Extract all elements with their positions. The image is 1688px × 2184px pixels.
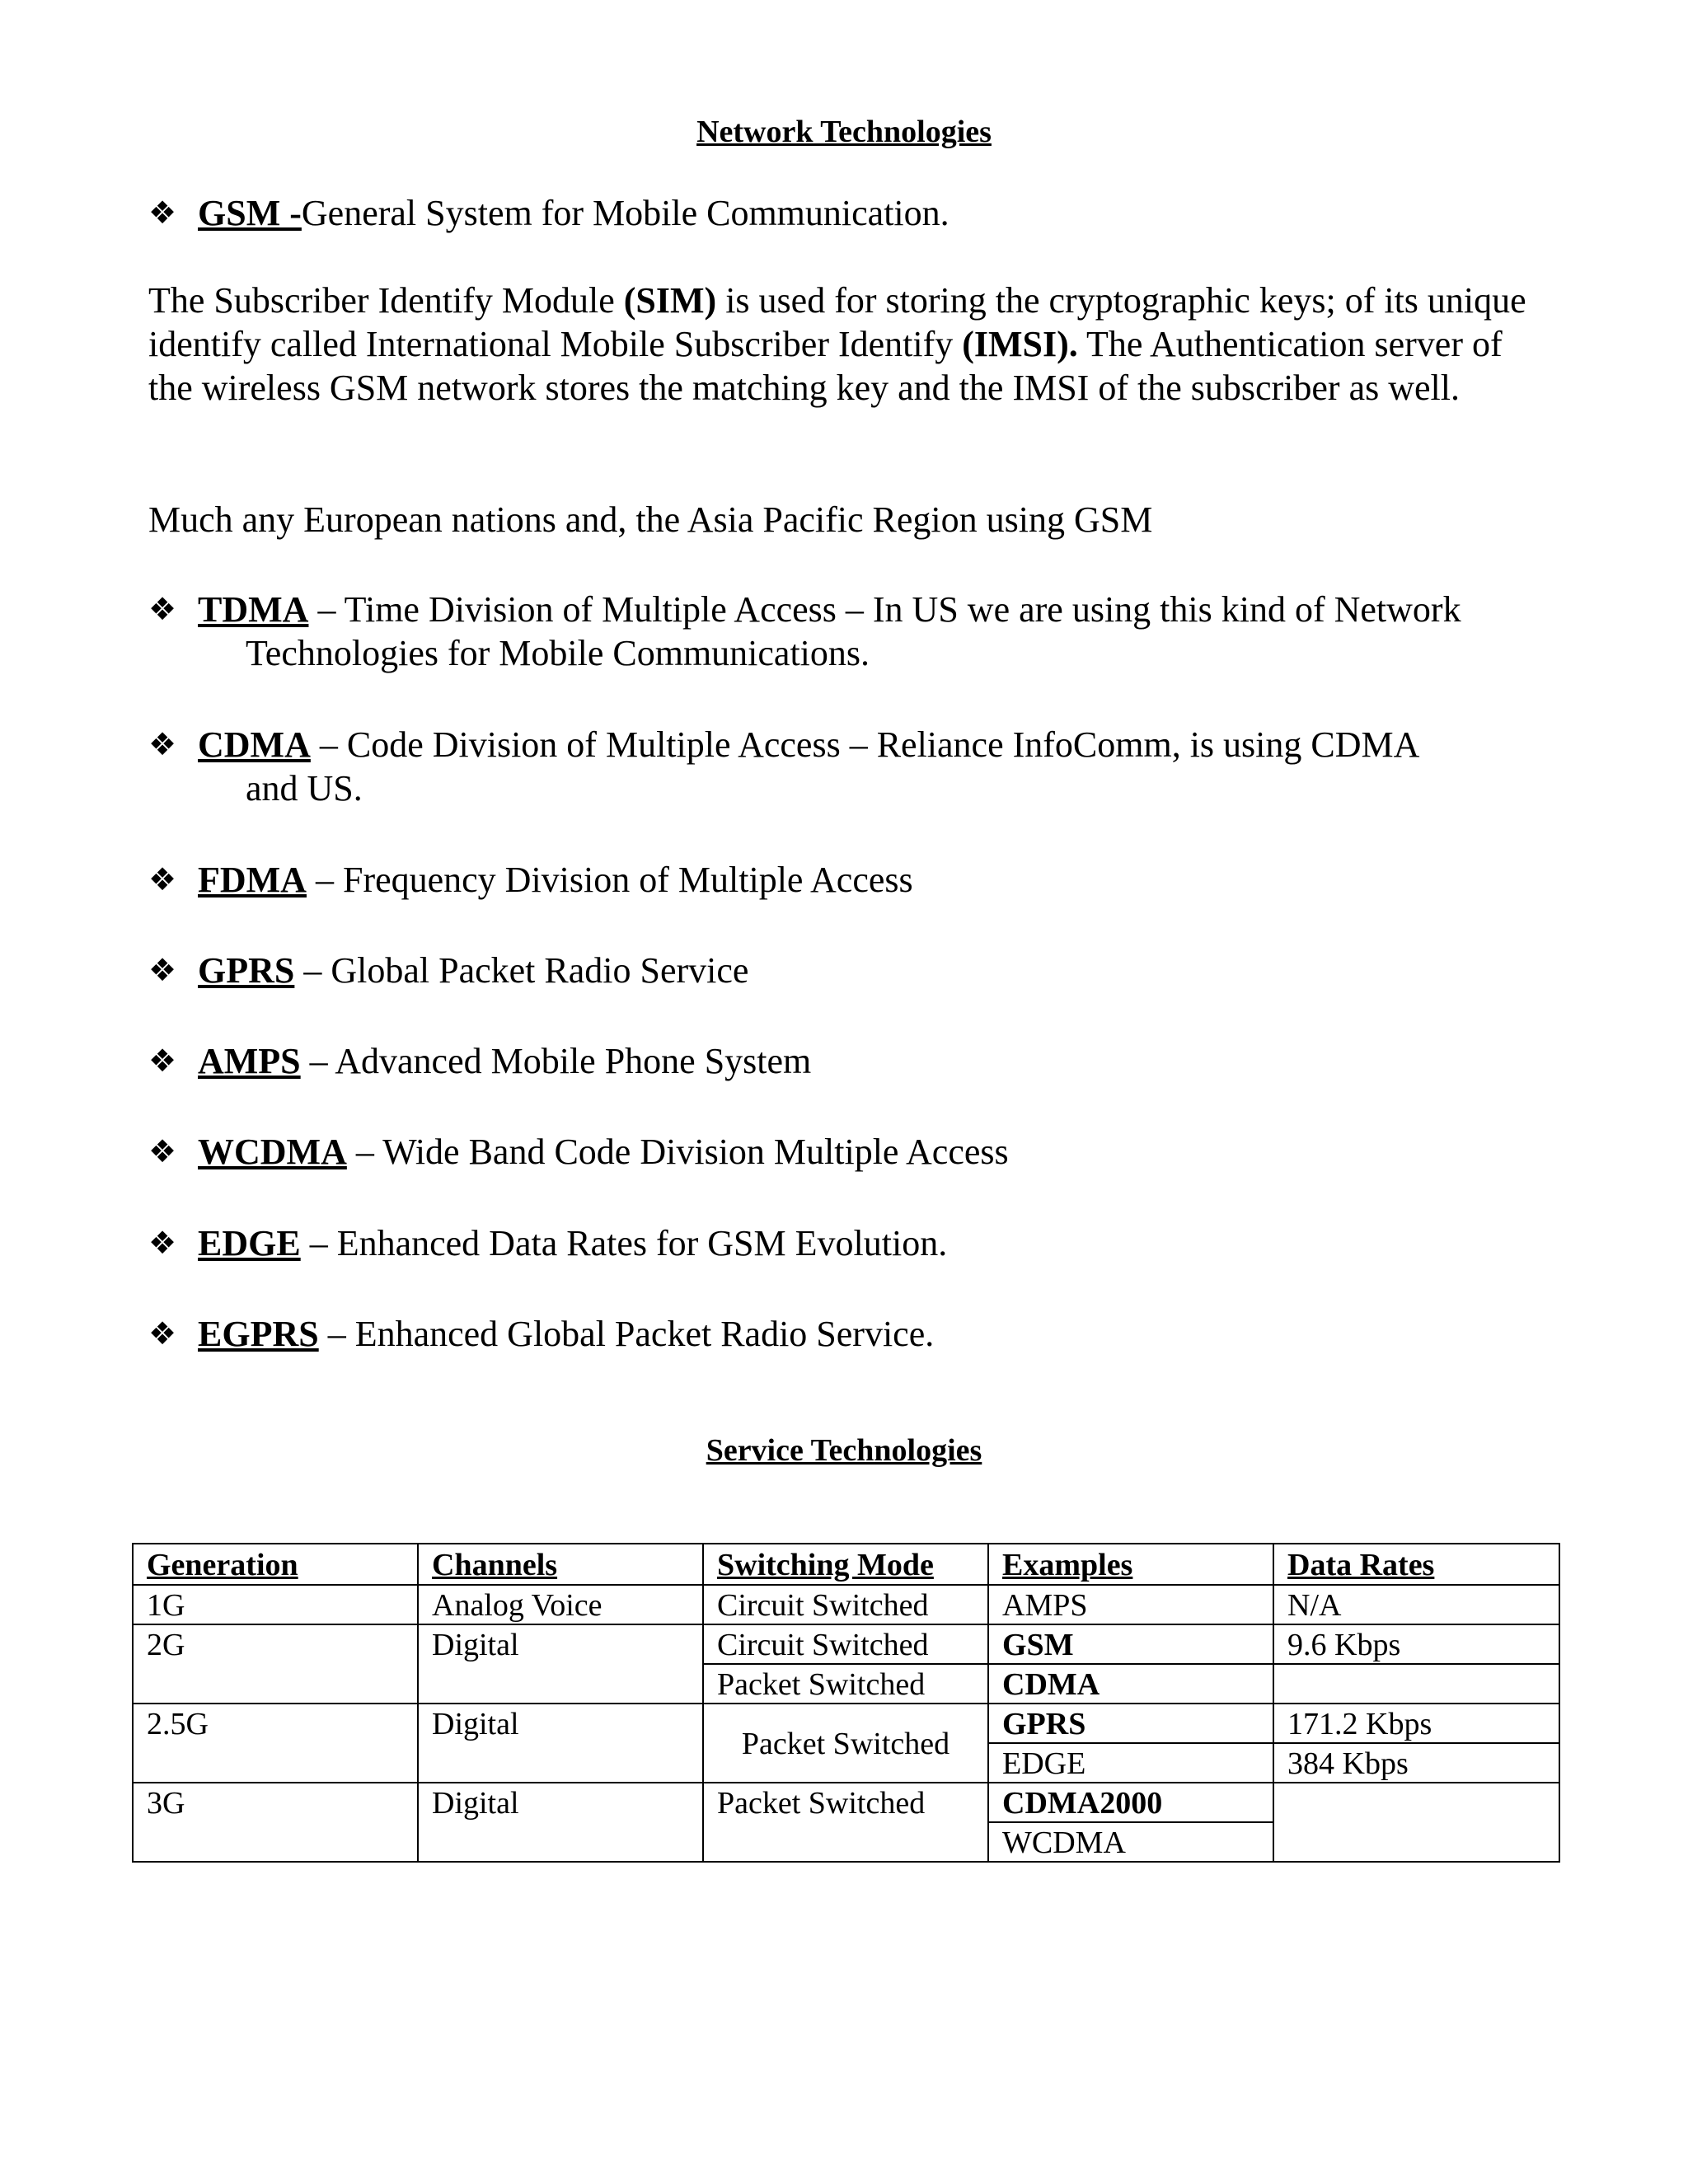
header-channels: Channels [418,1544,703,1585]
desc-gsm: General System for Mobile Communication. [301,193,950,233]
diamond-bullet-icon: ❖ [148,726,177,762]
header-switching-mode: Switching Mode [703,1544,988,1585]
table-cell: CDMA [988,1664,1273,1704]
diamond-bullet-icon: ❖ [148,861,177,898]
service-title [0,1432,1688,1469]
list-item-gprs: ❖ GPRS – Global Packet Radio Service [148,950,749,991]
list-item-gsm [148,191,1550,235]
term-edge: EDGE [198,1223,301,1263]
diamond-bullet-icon: ❖ [148,1043,177,1079]
list-item-amps: ❖ AMPS – Advanced Mobile Phone System [148,1041,812,1081]
table-cell: GPRS [988,1704,1273,1743]
table-cell: Digital [418,1704,703,1783]
table-row [133,1783,1559,1822]
sim-bold: (SIM) [623,280,717,321]
table-cell: 1G [133,1585,418,1624]
page-title [0,113,1688,151]
table-cell: Digital [418,1624,703,1704]
header-generation: Generation [133,1544,418,1585]
page-title-text: Network Technologies [696,115,992,149]
term-amps: AMPS [198,1041,301,1081]
table-cell: Circuit Switched [703,1585,988,1624]
table-cell: Packet Switched [703,1783,988,1862]
header-data-rates: Data Rates [1273,1544,1559,1585]
header-examples: Examples [988,1544,1273,1585]
service-technologies-table [132,1543,1560,1863]
sim-paragraph: The Subscriber Identify Module (SIM) is used for storing the cryptographic keys; of its unique identify called International Mobile Subscriber Identify (IMSI). The Authentication server of the wireless GSM network stores the matching key and the IMSI of the subscriber as well. [148,280,1526,408]
term-gsm: GSM - [198,193,302,233]
table-cell: AMPS [988,1585,1273,1624]
diamond-bullet-icon: ❖ [148,1133,177,1169]
table-row [133,1624,1559,1664]
table-row [133,1585,1559,1624]
imsi-bold: (IMSI). [962,324,1078,364]
service-title-text: Service Technologies [706,1433,982,1468]
table-cell: Packet Switched [703,1704,988,1783]
table-cell: 2G [133,1624,418,1704]
list-item-edge: ❖ EDGE – Enhanced Data Rates for GSM Evolution. [148,1223,948,1263]
term-wcdma: WCDMA [198,1132,347,1172]
diamond-bullet-icon: ❖ [148,1225,177,1261]
table-cell [1273,1664,1559,1704]
list-item-tdma: ❖ TDMA – Time Division of Multiple Access – In US we are using this kind of Network Technologies for Mobile Communications. [148,589,1461,673]
term-tdma: TDMA [198,589,309,630]
table-cell: Circuit Switched [703,1624,988,1664]
table-cell: CDMA2000 [988,1783,1273,1822]
table-cell: 3G [133,1783,418,1862]
term-egprs: EGPRS [198,1314,319,1354]
table-cell: WCDMA [988,1822,1273,1862]
term-gprs: GPRS [198,950,295,991]
table-cell: 171.2 Kbps [1273,1704,1559,1743]
table-cell [1273,1783,1559,1862]
table-cell: Analog Voice [418,1585,703,1624]
diamond-bullet-icon: ❖ [148,952,177,988]
table-cell: GSM [988,1624,1273,1664]
list-item-wcdma: ❖ WCDMA – Wide Band Code Division Multiple Access [148,1132,1009,1172]
list-item-egprs: ❖ EGPRS – Enhanced Global Packet Radio Service. [148,1314,935,1354]
table-cell: 9.6 Kbps [1273,1624,1559,1664]
table-header-row [133,1544,1559,1585]
diamond-bullet-icon: ❖ [148,194,177,231]
table-cell: N/A [1273,1585,1559,1624]
term-fdma: FDMA [198,860,307,900]
region-paragraph: Much any European nations and, the Asia Pacific Region using GSM [148,499,1153,540]
diamond-bullet-icon: ❖ [148,1315,177,1352]
table-row [133,1704,1559,1743]
list-item-cdma: ❖ CDMA – Code Division of Multiple Access – Reliance InfoComm, is using CDMA and US. [148,724,1420,808]
table-cell: Packet Switched [703,1664,988,1704]
table-cell: Digital [418,1783,703,1862]
list-item-fdma: ❖ FDMA – Frequency Division of Multiple Access [148,860,913,900]
table-cell: 384 Kbps [1273,1743,1559,1783]
table-cell: EDGE [988,1743,1273,1783]
diamond-bullet-icon: ❖ [148,591,177,627]
table-cell: 2.5G [133,1704,418,1783]
term-cdma: CDMA [198,724,311,765]
